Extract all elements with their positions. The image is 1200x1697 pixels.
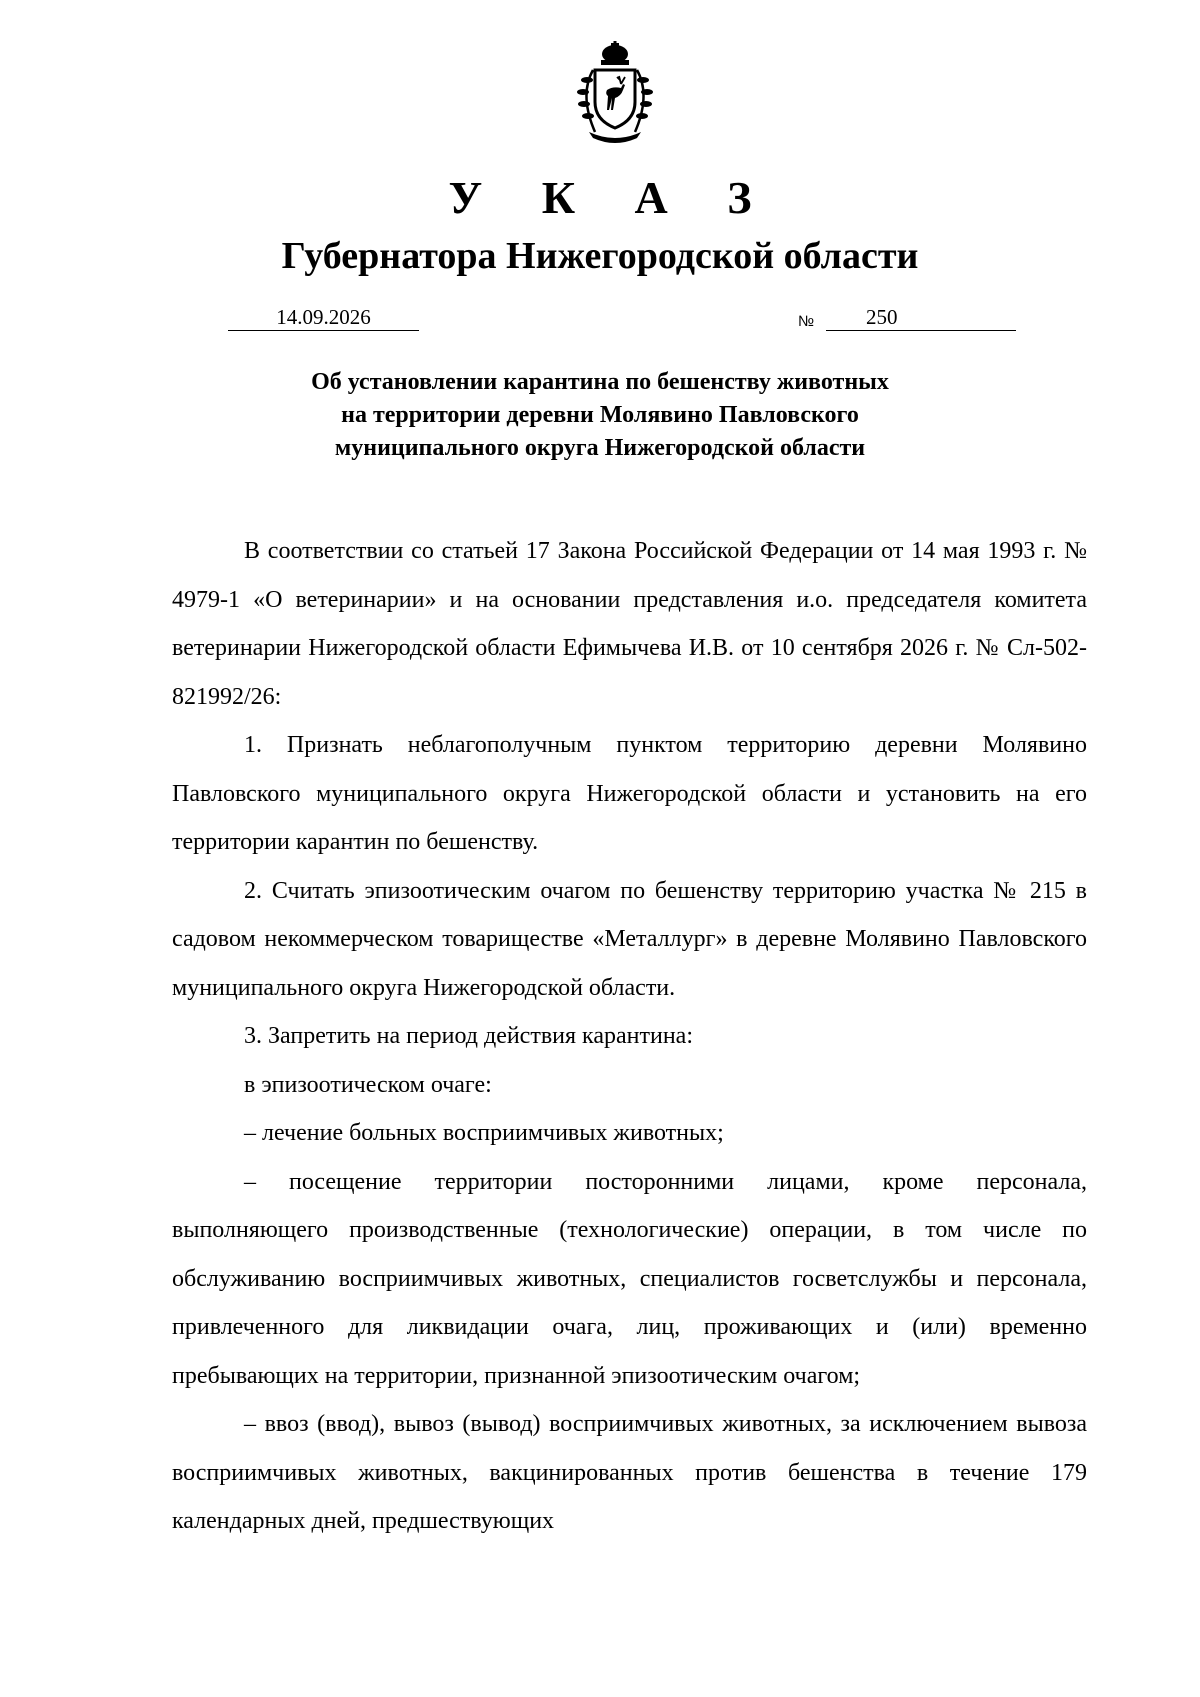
subject-line: Об установлении карантина по бешенству животных	[311, 369, 889, 395]
decree-subject	[200, 366, 1000, 465]
clause-2: 2. Считать эпизоотическим очагом по бешенству территорию участка № 215 в садовом некоммерческом товариществе «Металлург» в деревне Молявино Павловского муниципального округа Нижегородской области.	[172, 877, 1087, 1001]
decree-number: 250	[866, 305, 898, 329]
coat-of-arms-icon	[565, 40, 665, 148]
decree-number-field	[826, 304, 1016, 331]
decree-body	[172, 527, 1087, 1546]
decree-title: У К А З	[448, 172, 776, 223]
clause-3-item: – посещение территории посторонними лицами, кроме персонала, выполняющего производственные (технологические) операции, в том числе по обслуживанию восприимчивых животных, специалистов госветслужбы и персонала, привлеченного для ликвидации очага, лиц, проживающих и (или) временно пребывающих на территории, признанной эпизоотическим очагом;	[172, 1168, 1087, 1389]
decree-date: 14.09.2026	[228, 304, 419, 331]
number-sign: №	[798, 313, 815, 330]
subject-line: на территории деревни Молявино Павловского	[341, 402, 859, 428]
subject-line: муниципального округа Нижегородской области	[334, 435, 866, 461]
clause-3: 3. Запретить на период действия карантина:	[244, 1023, 693, 1049]
decree-issuer: Губернатора Нижегородской области	[281, 235, 919, 277]
clause-3-item: – ввоз (ввод), вывоз (вывод) восприимчивых животных, за исключением вывоза восприимчивых животных, вакцинированных против бешенства в течение 179 календарных дней, предшествующих	[172, 1411, 1087, 1534]
preamble-paragraph: В соответствии со статьей 17 Закона Российской Федерации от 14 мая 1993 г. № 4979-1 «О ветеринарии» и на основании представления и.о. председателя комитета ветеринарии Нижегородской области Ефимычева И.В. от 10 сентября 2026 г. № Сл-502-821992/26:	[172, 538, 1087, 710]
clause-3-item: – лечение больных восприимчивых животных;	[244, 1120, 724, 1146]
clause-1: 1. Признать неблагополучным пунктом территорию деревни Молявино Павловского муниципального округа Нижегородской области и установить на его территории карантин по бешенству.	[172, 732, 1087, 855]
clause-3-heading: в эпизоотическом очаге:	[244, 1071, 492, 1098]
